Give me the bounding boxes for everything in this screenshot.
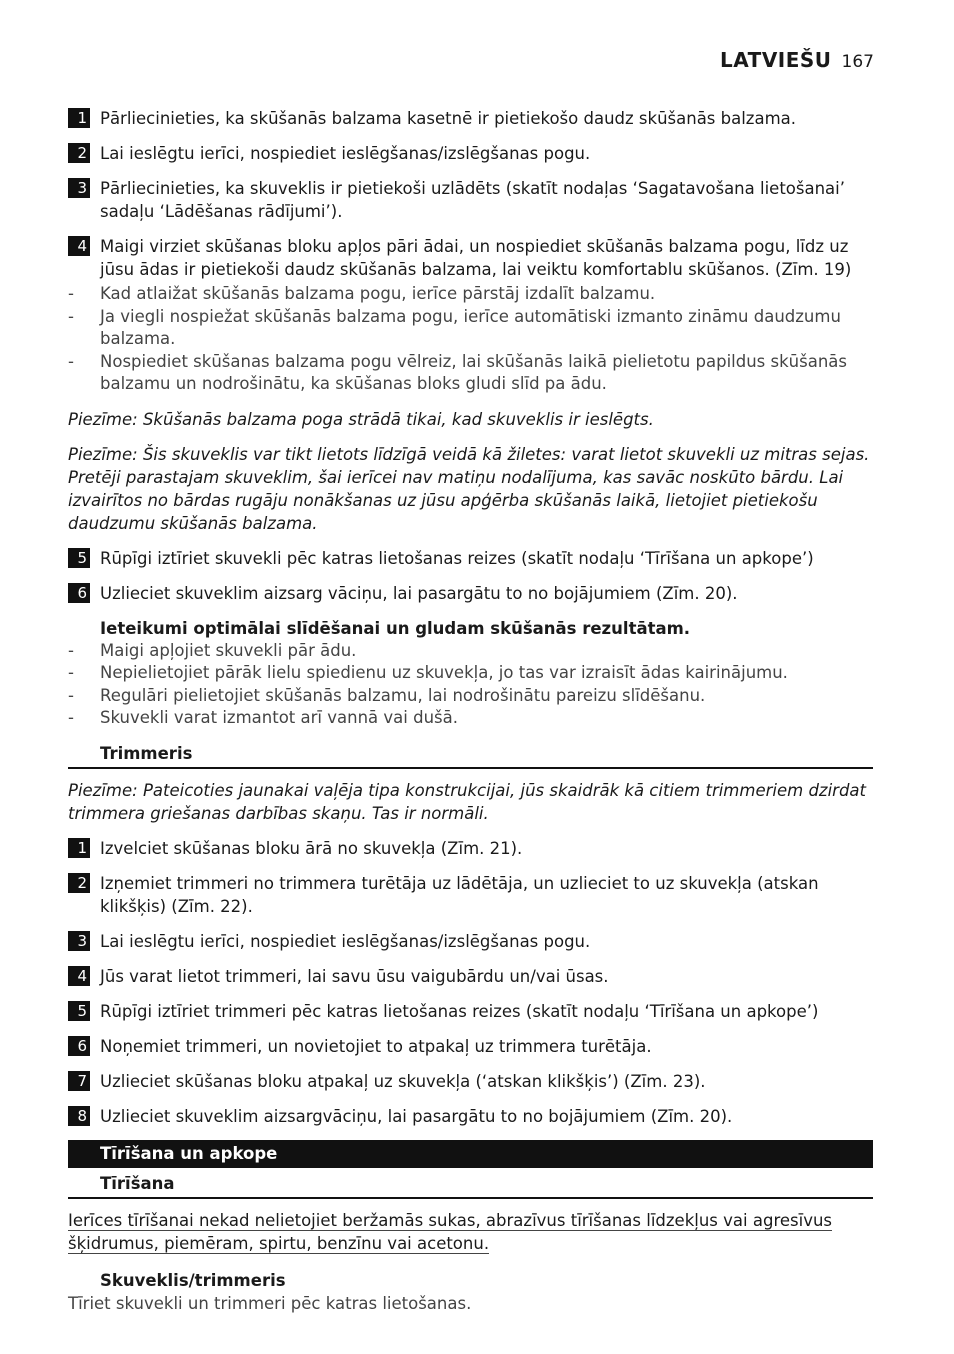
step-number: 2 bbox=[68, 873, 90, 893]
step-4 bbox=[68, 235, 873, 281]
step-text: Lai ieslēgtu ierīci, nospiediet ieslēgšanas/izslēgšanas pogu. bbox=[100, 931, 591, 951]
step-text: Izņemiet trimmeri no trimmera turētāja uz lādētāja, un uzlieciet to uz skuvekļa (atskan klikšķis) (Zīm. 22). bbox=[100, 873, 819, 916]
balm-notes-list bbox=[68, 283, 873, 396]
page-content bbox=[68, 107, 873, 1315]
step-number: 3 bbox=[68, 178, 90, 198]
list-item: - Kad atlaižat skūšanās balzama pogu, ierīce pārstāj izdalīt balzamu. bbox=[68, 284, 656, 303]
step-text: Uzlieciet skuveklim aizsargvāciņu, lai pasargātu to no bojājumiem (Zīm. 20). bbox=[100, 1106, 733, 1126]
step-number: 8 bbox=[68, 1106, 90, 1126]
step-number: 1 bbox=[68, 108, 90, 128]
tips-heading: Ieteikumi optimālai slīdēšanai un gludam skūšanās rezultātam. bbox=[100, 618, 691, 638]
step-5 bbox=[68, 547, 873, 570]
tips-list bbox=[68, 640, 873, 730]
step-number: 6 bbox=[68, 583, 90, 603]
step-text: Jūs varat lietot trimmeri, lai savu ūsu vaigubārdu un/vai ūsas. bbox=[100, 966, 609, 986]
step-text: Rūpīgi iztīriet trimmeri pēc katras lietošanas reizes (skatīt nodaļu ‘Tīrīšana un apkope’) bbox=[100, 1001, 819, 1021]
step-text: Uzlieciet skuveklim aizsarg vāciņu, lai pasargātu to no bojājumiem (Zīm. 20). bbox=[100, 583, 738, 603]
step-text: Rūpīgi iztīriet skuvekli pēc katras lietošanas reizes (skatīt nodaļu ‘Tīrīšana un apkope’) bbox=[100, 548, 814, 568]
list-item: - Maigi apļojiet skuvekli pār ādu. bbox=[68, 640, 357, 660]
trimmer-step-3 bbox=[68, 930, 873, 953]
cleaning-heading: Tīrīšana bbox=[68, 1172, 873, 1199]
note-trimmer-sound: Piezīme: Pateicoties jaunakai vaļēja tipa konstrukcijai, jūs skaidrāk kā citiem trimmeriem dzirdat trimmera griešanas darbības skaņu. Tas ir normāli. bbox=[68, 780, 867, 823]
shaver-trimmer-text: Tīriet skuvekli un trimmeri pēc katras lietošanas. bbox=[68, 1293, 472, 1313]
step-number: 6 bbox=[68, 1036, 90, 1056]
step-1 bbox=[68, 107, 873, 130]
page-header bbox=[720, 48, 874, 72]
list-item: - Nepielietojiet pārāk lielu spiedienu uz skuvekļa, jo tas var izraisīt ādas kairinājumu. bbox=[68, 663, 788, 682]
note-wet-shave: Piezīme: Šis skuveklis var tikt lietots līdzīgā veidā kā žiletes: varat lietot skuvekli uz mitras sejas. Pretēji parastajam skuveklim, šai ierīcei nav matiņu nodalījuma, kas savāc noskūto bārdu. Lai izvairītos no bārdas rugāju nonākšanas uz jūsu apģērba skūšanās laikā, lietojiet pietiekošu daudzumu skūšanās balzama. bbox=[68, 444, 870, 533]
list-item: - Nospiediet skūšanas balzama pogu vēlreiz, lai skūšanās laikā pielietotu papildus skūšanās balzamu un nodrošinātu, ka skūšanas bloks gludi slīd pa ādu. bbox=[68, 351, 848, 393]
step-text: Pārliecinieties, ka skūšanās balzama kasetnē ir pietiekošo daudz skūšanās balzama. bbox=[100, 109, 797, 128]
step-number: 4 bbox=[68, 236, 90, 256]
step-number: 5 bbox=[68, 548, 90, 568]
step-number: 1 bbox=[68, 838, 90, 858]
step-number: 4 bbox=[68, 966, 90, 986]
step-number: 3 bbox=[68, 931, 90, 951]
trimmer-step-1 bbox=[68, 837, 873, 860]
step-text: Noņemiet trimmeri, un novietojiet to atpakaļ uz trimmera turētāja. bbox=[100, 1036, 652, 1056]
section-bar-cleaning: Tīrīšana un apkope bbox=[68, 1140, 873, 1168]
step-text: Uzlieciet skūšanas bloku atpakaļ uz skuvekļa (‘atskan klikšķis’) (Zīm. 23). bbox=[100, 1071, 706, 1091]
trimmer-step-8 bbox=[68, 1105, 873, 1128]
trimmer-step-2 bbox=[68, 872, 873, 918]
language-label: LATVIEŠU bbox=[720, 48, 832, 72]
trimmer-step-4 bbox=[68, 965, 873, 988]
cleaning-warning: Ierīces tīrīšanai nekad nelietojiet beržamās sukas, abrazīvus tīrīšanas līdzekļus vai agresīvus šķidrumus, piemēram, spirtu, benzīnu vai acetonu. bbox=[68, 1210, 833, 1253]
list-item: - Ja viegli nospiežat skūšanās balzama pogu, ierīce automātiski izmanto zināmu daudzumu balzama. bbox=[68, 306, 841, 348]
step-text: Pārliecinieties, ka skuveklis ir pietiekoši uzlādēts (skatīt nodaļas ‘Sagatavošana lietošanai’ sadaļu ‘Lādēšanas rādījumi’). bbox=[100, 179, 845, 221]
step-6 bbox=[68, 582, 873, 605]
step-number: 5 bbox=[68, 1001, 90, 1021]
trimmer-step-7 bbox=[68, 1070, 873, 1093]
trimmer-step-5 bbox=[68, 1000, 873, 1023]
step-number: 7 bbox=[68, 1071, 90, 1091]
list-item: - Skuvekli varat izmantot arī vannā vai dušā. bbox=[68, 708, 458, 727]
list-item: - Regulāri pielietojiet skūšanās balzamu, lai nodrošinātu pareizu slīdēšanu. bbox=[68, 685, 706, 705]
step-3 bbox=[68, 177, 873, 223]
step-text: Maigi virziet skūšanas bloku apļos pāri ādai, un nospiediet skūšanās balzama pogu, līdz uz jūsu ādas ir pietiekoši daudz skūšanās balzama, lai veiktu komfortablu skūšanos. (Zīm. 19) bbox=[100, 237, 852, 279]
step-2 bbox=[68, 142, 873, 165]
step-text: Lai ieslēgtu ierīci, nospiediet ieslēgšanas/izslēgšanas pogu. bbox=[100, 144, 591, 163]
trimmer-heading: Trimmeris bbox=[68, 742, 873, 769]
step-number: 2 bbox=[68, 143, 90, 163]
note-balm-button: Piezīme: Skūšanās balzama poga strādā tikai, kad skuveklis ir ieslēgts. bbox=[68, 409, 654, 429]
shaver-trimmer-heading: Skuveklis/trimmeris bbox=[100, 1270, 286, 1290]
trimmer-step-6 bbox=[68, 1035, 873, 1058]
page-number: 167 bbox=[841, 52, 874, 72]
step-text: Izvelciet skūšanas bloku ārā no skuvekļa (Zīm. 21). bbox=[100, 838, 523, 858]
